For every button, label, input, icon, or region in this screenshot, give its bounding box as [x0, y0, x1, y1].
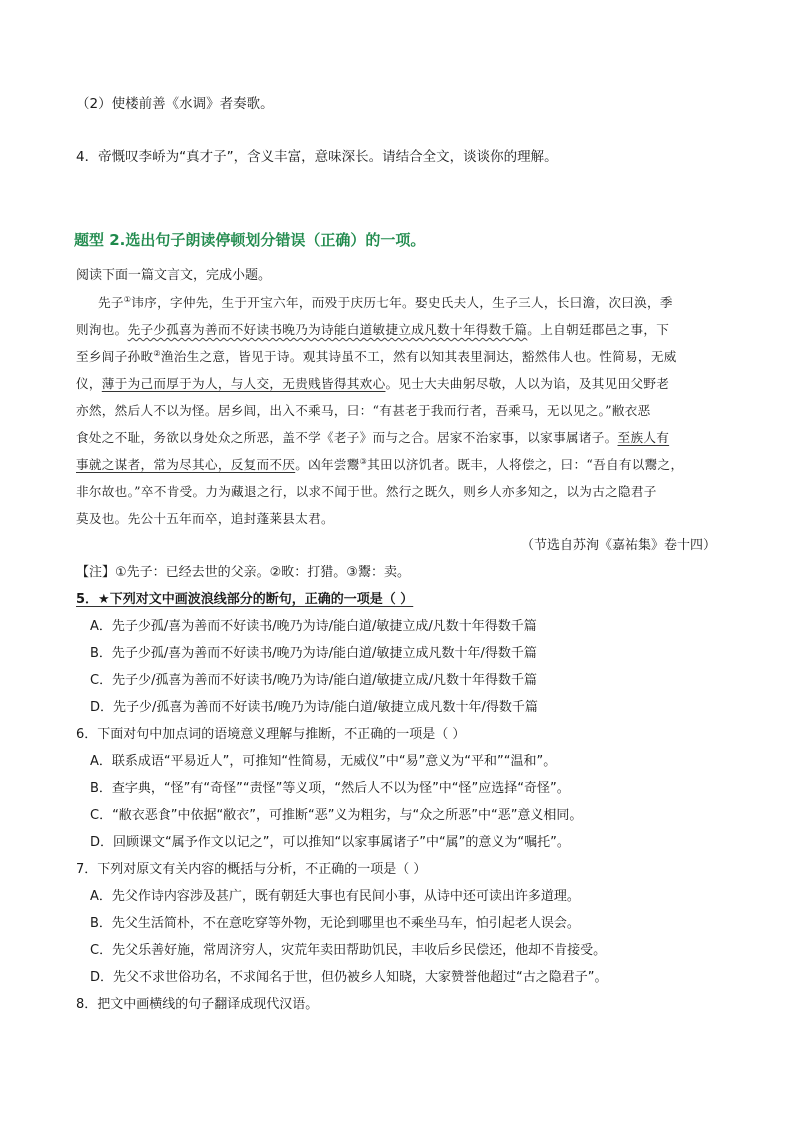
- q7-option-c: C．先父乐善好施，常周济穷人，灾荒年卖田帮助饥民，丰收后乡民偿还，他却不肯接受。: [90, 943, 607, 958]
- passage-text: 渔治生之意，皆见于诗。观其诗虽不工，然有以知其表里洞达，豁然伟人也。性简易，无威: [160, 349, 677, 364]
- q5-option-d: D．先子少/孤喜为善而不好读书/晚乃为诗/能白道/敏捷立成凡数十年/得数千篇: [90, 700, 538, 715]
- passage-text: 。上自朝廷郡邑之事，下: [527, 322, 670, 337]
- q5-option-b: B．先子少孤/喜为善而不好读书/晚乃为诗/能白道/敏捷立成凡数十年/得数千篇: [90, 646, 537, 661]
- passage-text: 。凶年尝鬻: [295, 457, 360, 472]
- passage-line-9: 莫及也。先公十五年而卒，追封蓬莱县太君。: [76, 511, 334, 526]
- passage-source: （节选自苏洵《嘉祐集》卷十四）: [520, 538, 716, 553]
- passage-line-5: 亦然，然后人不以为怪。居乡闾，出入不乘马，曰：“有甚老于我而行者，吾乘马，无以见之。”敝衣恶: [76, 403, 651, 418]
- passage-text: 食处之不耻，务欲以身处众之所恶，盖不学《老子》而与之合。居家不治家事，以家事属诸子。: [76, 430, 618, 445]
- passage-line-7: [76, 456, 683, 474]
- passage-text: 仪，: [76, 376, 102, 391]
- q5-option-a: A．先子少孤/喜为善而不好读书/晚乃为诗/能白道/敏捷立成/凡数十年得数千篇: [90, 619, 537, 634]
- passage-line-2: [76, 321, 669, 339]
- footnote-marker-1: ①: [123, 295, 132, 304]
- q5-option-c: C．先子少/孤喜为善而不好读书/晚乃为诗/能白道/敏捷立成/凡数十年得数千篇: [90, 673, 537, 688]
- q6-option-c: C．“敝衣恶食”中依据“敝衣”，可推断“恶”义为粗劣，与“众之所恶”中“恶”意义相同。: [90, 808, 583, 823]
- passage-line-1: [98, 294, 673, 312]
- q7-option-d: D．先父不求世俗功名，不求闻名于世，但仍被乡人知晓，大家赞誉他超过“古之隐君子”。: [90, 970, 608, 985]
- q7-option-b: B．先父生活简朴，不在意吃穿等外物，无论到哪里也不乘坐马车，怕引起老人误会。: [90, 916, 580, 931]
- question-7-stem: 7．下列对原文有关内容的概括与分析，不正确的一项是（ ）: [76, 862, 427, 877]
- section-title: 题型 2.选出句子朗读停顿划分错误（正确）的一项。: [74, 231, 426, 249]
- reading-instruction: 阅读下面一篇文言文，完成小题。: [76, 268, 272, 283]
- footnote-marker-3: ③: [359, 457, 368, 466]
- passage-line-4: [76, 375, 669, 393]
- q3-item-2: （2）使楼前善《水调》者奏歌。: [76, 96, 274, 112]
- footnote-marker-2: ②: [153, 349, 161, 358]
- passage-text: 讳序，字仲先，生于开宝六年，而殁于庆历七年。娶史氏夫人，生子三人，长曰澹，次曰涣，季: [131, 295, 673, 310]
- passage-text: 。见士大夫曲躬尽敬，人以为谄，及其见田父野老: [385, 376, 670, 391]
- q6-option-a: A．联系成语“平易近人”，可推知“性简易，无威仪”中“易”意义为“平和”“温和”。: [90, 754, 557, 769]
- passage-text: 其田以济饥者。既丰，人将偿之，曰：“吾自有以鬻之，: [367, 457, 684, 472]
- question-4: 4．帝慨叹李峤为“真才子”，含义丰富，意味深长。请结合全文，谈谈你的理解。: [76, 149, 558, 165]
- passage-line-3: [76, 348, 677, 366]
- underlined-sentence-2b: 事就之谋者，常为尽其心，反复而不厌: [76, 457, 296, 472]
- passage-text: 则洵也。: [76, 322, 128, 337]
- passage-text: 至乡闾子孙畋: [76, 349, 154, 364]
- passage-line-6: [76, 429, 669, 447]
- question-5-text: 5．★下列对文中画波浪线部分的断句，正确的一项是（ ）: [76, 592, 414, 607]
- passage-line-8: 非尔故也。”卒不肯受。力为藏退之行，以求不闻于世。然行之既久，则乡人亦多知之，以为古之隐君子: [76, 484, 657, 499]
- underlined-sentence-1: 薄于为己而厚于为人，与人交，无贵贱皆得其欢心: [101, 376, 386, 391]
- question-5-stem: [76, 591, 413, 609]
- question-8: 8．把文中画横线的句子翻译成现代汉语。: [76, 997, 319, 1012]
- footnotes: 【注】①先子：已经去世的父亲。②畋：打猎。③鬻：卖。: [76, 565, 410, 580]
- passage-text: 先子: [98, 295, 124, 310]
- q6-option-d: D．回顾课文“属予作文以记之”，可以推知“以家事属诸子”中“属”的意义为“嘱托”。: [90, 835, 570, 850]
- wavy-underlined-sentence: 先子少孤喜为善而不好读书晚乃为诗能白道敏捷立成凡数十年得数千篇: [127, 322, 528, 337]
- q7-option-a: A．先父作诗内容涉及甚广，既有朝廷大事也有民间小事，从诗中还可读出许多道理。: [90, 889, 580, 904]
- question-6-stem: 6．下面对句中加点词的语境意义理解与推断，不正确的一项是（ ）: [76, 727, 466, 742]
- q6-option-b: B．查字典，“怪”有“奇怪”“责怪”等义项，“然后人不以为怪”中“怪”应选择“奇怪”。: [90, 781, 570, 796]
- underlined-sentence-2a: 至族人有: [617, 430, 670, 445]
